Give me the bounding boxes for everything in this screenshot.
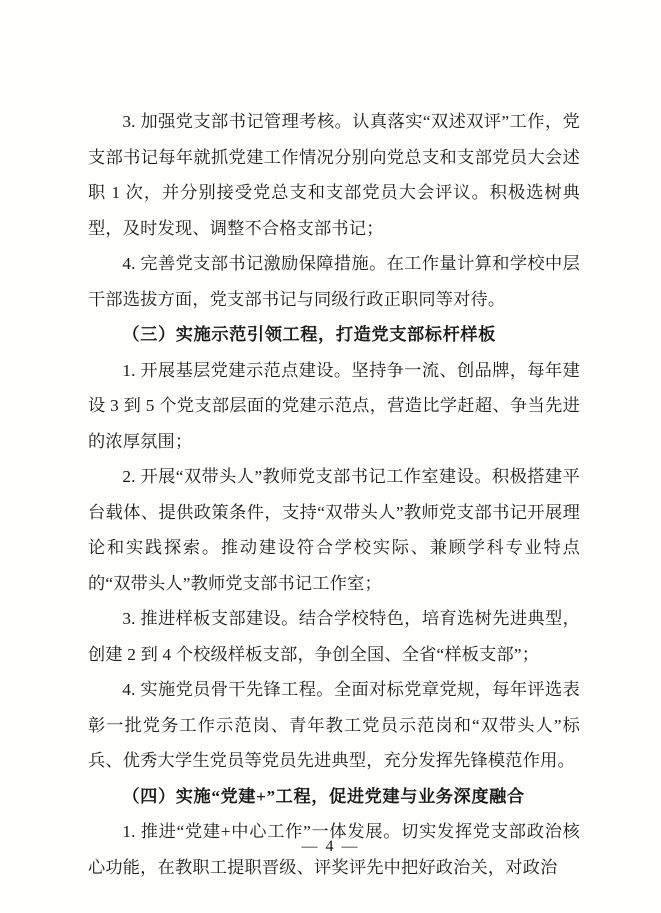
section-heading: （三）实施示范引领工程，打造党支部标杆样板 (122, 325, 496, 344)
paragraph: 3. 推进样板支部建设。结合学校特色，培育选树先进典型，创建 2 到 4 个校级样板支部，争创全国、全省“样板支部”； (88, 609, 580, 664)
paragraph: 4. 实施党员骨干先锋工程。全面对标党章党规，每年评选表彰一批党务工作示范岗、青年教工党员示范岗和“双带头人”标兵、优秀大学生党员等党员先进典型，充分发挥先锋模范作用。 (88, 680, 580, 770)
page-number: — 4 — (301, 838, 360, 855)
paragraph: 4. 完善党支部书记激励保障措施。在工作量计算和学校中层干部选拔方面，党支部书记与同级行政正职同等对待。 (88, 254, 580, 309)
document-body (88, 104, 580, 885)
paragraph: 1. 推进“党建+中心工作”一体发展。切实发挥党支部政治核心功能，在教职工提职晋级、评奖评先中把好政治关，对政治 (88, 822, 580, 877)
paragraph: 1. 开展基层党建示范点建设。坚持争一流、创品牌，每年建设 3 到 5 个党支部层面的党建示范点，营造比学赶超、争当先进的浓厚氛围； (88, 360, 580, 451)
paragraph: 3. 加强党支部书记管理考核。认真落实“双述双评”工作，党支部书记每年就抓党建工作情况分别向党总支和支部党员大会述职 1 次，并分别接受党总支和支部党员大会评议。积极选树典型，及时发现、调整不合格支部书记； (88, 112, 580, 238)
section-heading: （四）实施“党建+”工程，促进党建与业务深度融合 (122, 786, 525, 806)
paragraph: 2. 开展“双带头人”教师党支部书记工作室建设。积极搭建平台载体、提供政策条件，支持“双带头人”教师党支部书记开展理论和实践探索。推动建设符合学校实际、兼顾学科专业特点的“双带头人”教师党支部书记工作室； (88, 467, 580, 593)
